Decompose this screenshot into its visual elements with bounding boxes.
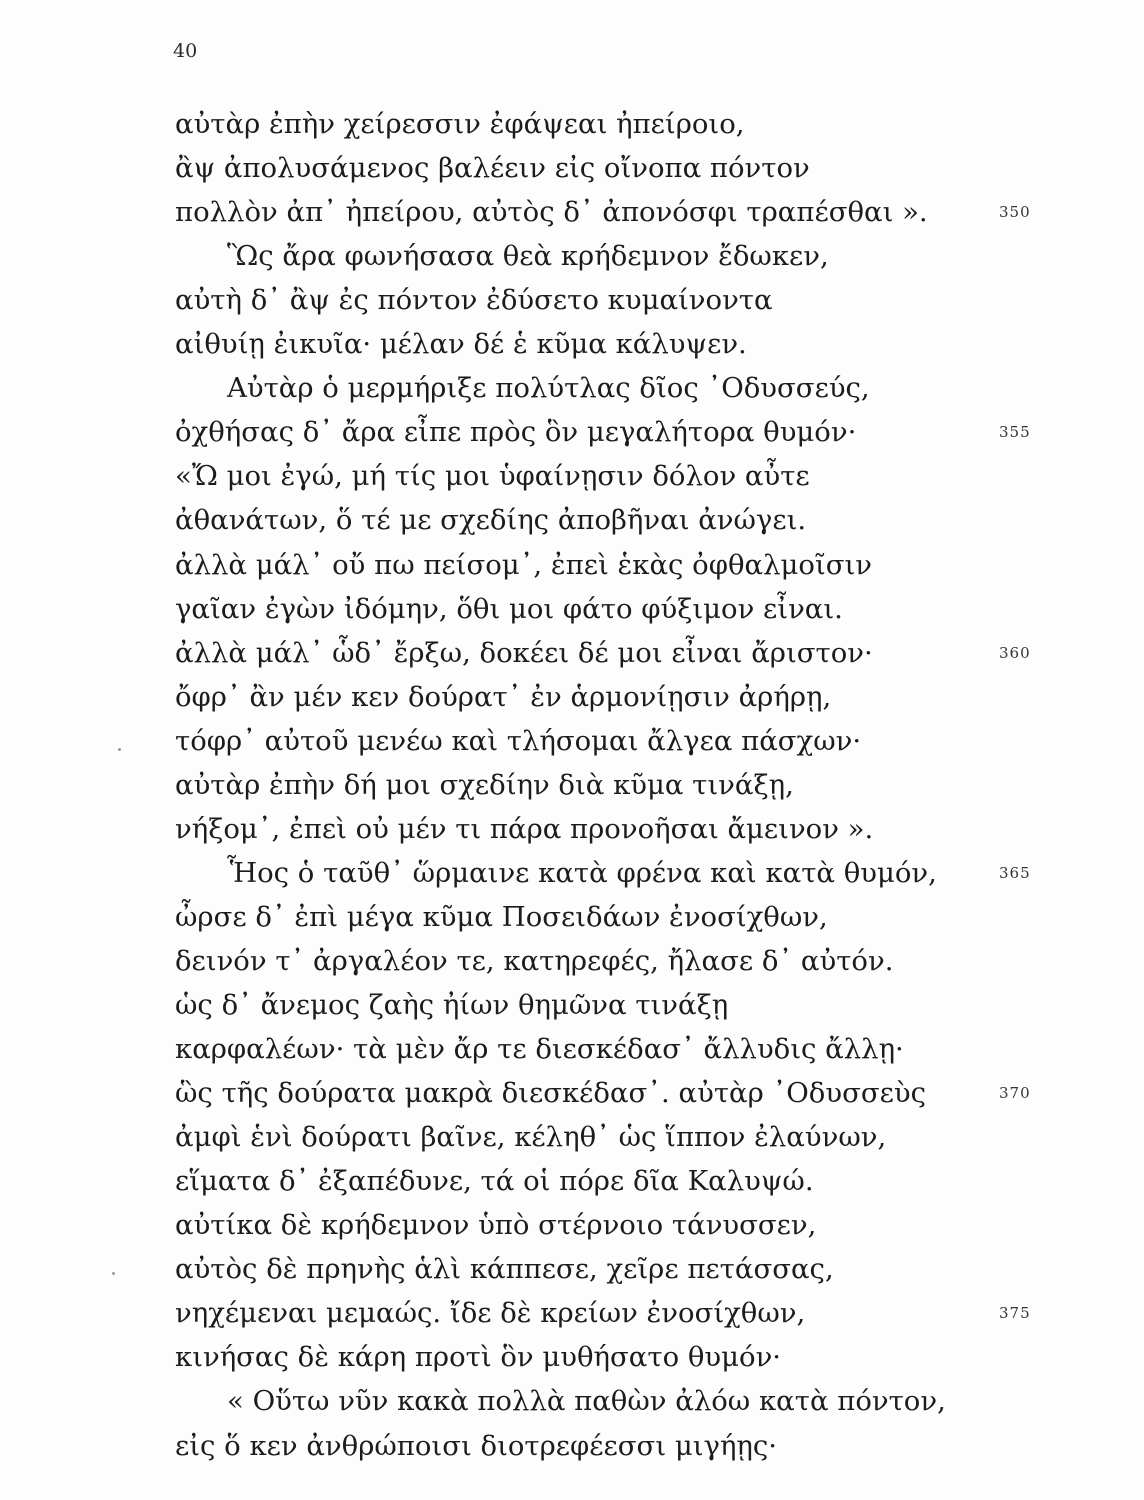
line-number: 355: [999, 423, 1031, 442]
verse-line: [175, 1115, 1075, 1159]
verse-text: ἂψ ἀπολυσάμενος βαλέειν εἰς οἴνοπα πόντον: [175, 152, 810, 185]
verse-line: [175, 322, 1075, 366]
verse-line: [175, 719, 1075, 763]
page-number: 40: [173, 40, 198, 62]
verse-text: αὐτὰρ ἐπὴν δή μοι σχεδίην διὰ κῦμα τινάξῃ,: [175, 768, 794, 801]
verse-text: εἰς ὅ κεν ἀνθρώποισι διοτρεφέεσσι μιγήῃς·: [175, 1429, 778, 1462]
verse-text: ἀμφὶ ἑνὶ δούρατι βαῖνε, κέληθ᾽ ὡς ἵππον ἐλαύνων,: [175, 1121, 887, 1154]
verse-line: [175, 851, 1075, 895]
verse-line: [175, 1247, 1075, 1291]
verse-text: ἀλλὰ μάλ᾽ οὔ πω πείσομ᾽, ἐπεὶ ἑκὰς ὀφθαλμοῖσιν: [175, 548, 873, 581]
verse-line: [175, 807, 1075, 851]
verse-line: [175, 631, 1075, 675]
verse-line: [175, 675, 1075, 719]
line-number: 375: [999, 1304, 1031, 1323]
verse-text: αὐτίκα δὲ κρήδεμνον ὑπὸ στέρνοιο τάνυσσεν,: [175, 1209, 817, 1242]
verse-line: [175, 1424, 1075, 1468]
verse-line: [175, 146, 1075, 190]
verse-text: καρφαλέων· τὰ μὲν ἄρ τε διεσκέδασ᾽ ἄλλυδις ἄλλῃ·: [175, 1033, 904, 1066]
verse-text: νήξομ᾽, ἐπεὶ οὐ μέν τι πάρα προνοῆσαι ἄμεινον ».: [175, 812, 874, 845]
verse-text: ὦρσε δ᾽ ἐπὶ μέγα κῦμα Ποσειδάων ἐνοσίχθων,: [175, 900, 828, 933]
verse-line: [175, 410, 1075, 454]
scan-speck: [112, 1272, 115, 1275]
line-number: 360: [999, 643, 1031, 662]
verse-text: αὐτὰρ ἐπὴν χείρεσσιν ἐφάψεαι ἠπείροιο,: [175, 108, 745, 140]
verse-line: [175, 939, 1075, 983]
verse-text: γαῖαν ἐγὼν ἰδόμην, ὅθι μοι φάτο φύξιμον εἶναι.: [175, 592, 843, 625]
verse-line: [175, 234, 1075, 278]
verse-text: Ἧος ὁ ταῦθ᾽ ὥρμαινε κατὰ φρένα καὶ κατὰ θυμόν,: [227, 856, 937, 889]
verse-line: [175, 1335, 1075, 1379]
verse-line: [175, 366, 1075, 410]
line-number: 365: [999, 863, 1031, 882]
verse-text: «Ὤ μοι ἐγώ, μή τίς μοι ὑφαίνῃσιν δόλον αὖτε: [175, 460, 810, 493]
verse-text: αὐτὴ δ᾽ ἂψ ἐς πόντον ἐδύσετο κυμαίνοντα: [175, 284, 773, 317]
verse-text: « Οὕτω νῦν κακὰ πολλὰ παθὼν ἀλόω κατὰ πόντον,: [227, 1385, 946, 1418]
verse-text: εἵματα δ᾽ ἐξαπέδυνε, τά οἱ πόρε δῖα Καλυψώ.: [175, 1165, 814, 1198]
verse-line: [175, 190, 1075, 234]
verse-line: [175, 1071, 1075, 1115]
verse-line: [175, 763, 1075, 807]
verse-text: ἀλλὰ μάλ᾽ ὧδ᾽ ἔρξω, δοκέει δέ μοι εἶναι ἄριστον·: [175, 636, 873, 669]
verse-line: [175, 1159, 1075, 1203]
verse-text: ὡς δ᾽ ἄνεμος ζαὴς ἠίων θημῶνα τινάξῃ: [175, 989, 729, 1021]
verse-text: κινήσας δὲ κάρη προτὶ ὃν μυθήσατο θυμόν·: [175, 1341, 782, 1374]
verse-text: πολλὸν ἀπ᾽ ἠπείρου, αὐτὸς δ᾽ ἀπονόσφι τραπέσθαι ».: [175, 196, 928, 229]
verse-line: [175, 1203, 1075, 1247]
verse-line: [175, 895, 1075, 939]
verse-text: αὐτὸς δὲ πρηνὴς ἁλὶ κάππεσε, χεῖρε πετάσσας,: [175, 1253, 834, 1286]
verse-text: ὀχθήσας δ᾽ ἄρα εἶπε πρὸς ὃν μεγαλήτορα θυμόν·: [175, 416, 857, 449]
verse-text: ὄφρ᾽ ἂν μέν κεν δούρατ᾽ ἐν ἁρμονίῃσιν ἀρήρῃ,: [175, 680, 832, 713]
verse-text: νηχέμεναι μεμαώς. ἴδε δὲ κρείων ἐνοσίχθων,: [175, 1297, 806, 1330]
verse-line: [175, 543, 1075, 587]
line-number: 350: [999, 203, 1031, 222]
verse-text: δεινόν τ᾽ ἀργαλέον τε, κατηρεφές, ἤλασε δ᾽ αὐτόν.: [175, 944, 894, 977]
line-number: 370: [999, 1084, 1031, 1103]
verse-text: ἀθανάτων, ὅ τέ με σχεδίης ἀποβῆναι ἀνώγει.: [175, 504, 807, 537]
verse-text: Ὣς ἄρα φωνήσασα θεὰ κρήδεμνον ἔδωκεν,: [227, 240, 829, 273]
verse-text: ὣς τῆς δούρατα μακρὰ διεσκέδασ᾽. αὐτὰρ ᾽Οδυσσεὺς: [175, 1077, 926, 1110]
verse-line: [175, 587, 1075, 631]
scan-speck: [118, 748, 121, 751]
verse-line: [175, 983, 1075, 1027]
verse-text: αἰθυίῃ ἐικυῖα· μέλαν δέ ἑ κῦμα κάλυψεν.: [175, 328, 747, 361]
verse-line: [175, 1027, 1075, 1071]
verse-text: Αὐτὰρ ὁ μερμήριξε πολύτλας δῖος ᾽Οδυσσεύς,: [227, 372, 870, 405]
verse-line: [175, 278, 1075, 322]
verse-line: [175, 102, 1075, 146]
verse-line: [175, 498, 1075, 542]
verse-text: τόφρ᾽ αὐτοῦ μενέω καὶ τλήσομαι ἄλγεα πάσχων·: [175, 724, 862, 757]
verse-line: [175, 1379, 1075, 1423]
verse-line: [175, 454, 1075, 498]
verse-line: [175, 1291, 1075, 1335]
